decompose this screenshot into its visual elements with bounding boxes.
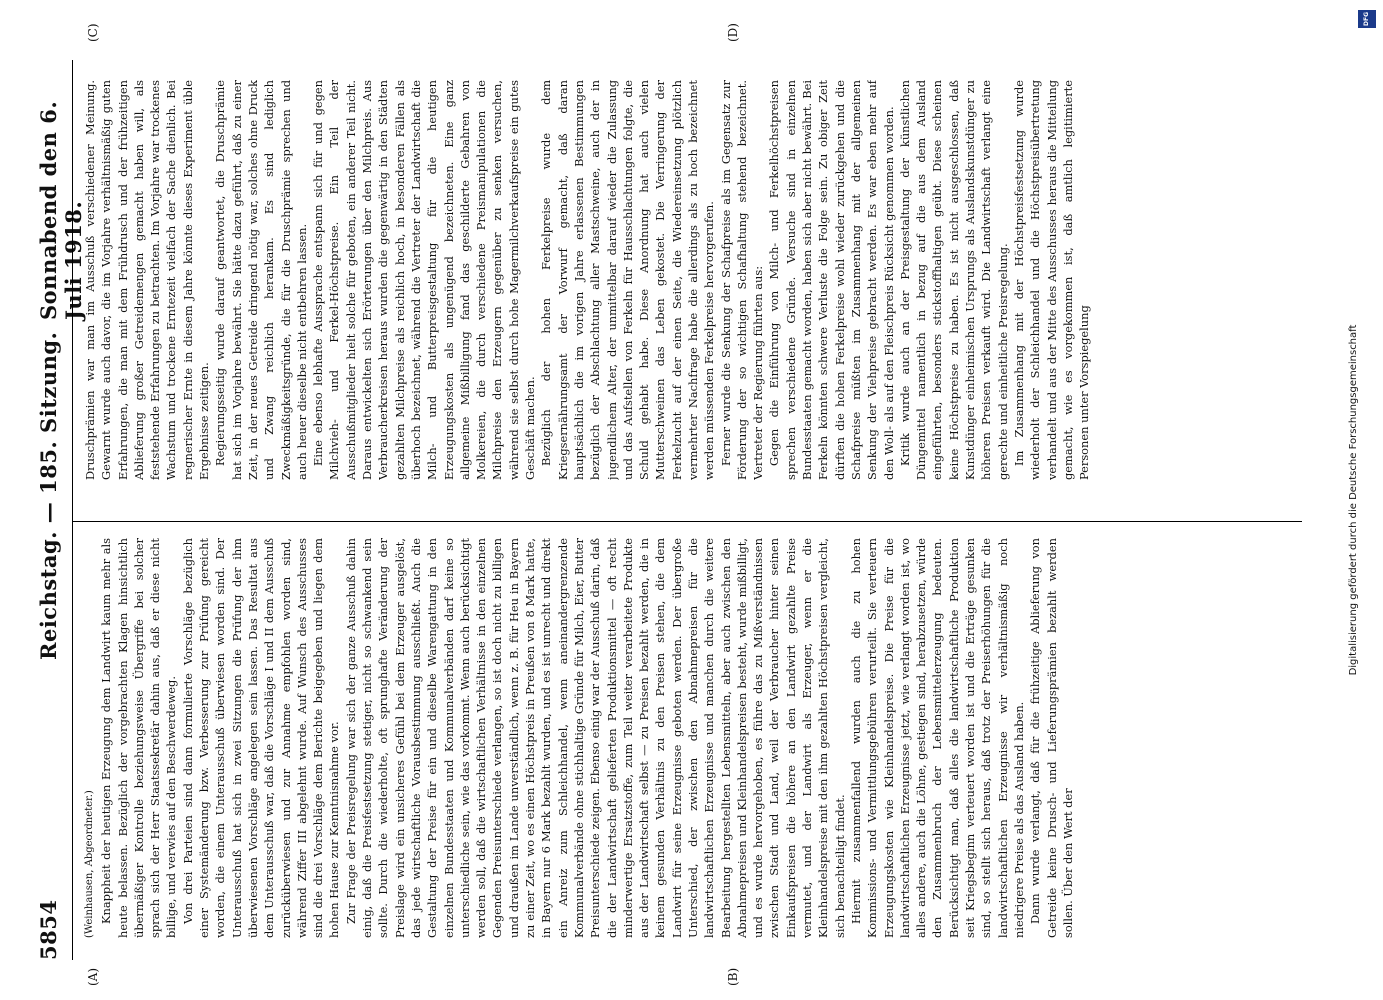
paragraph: Druschprämien war man im Ausschuß verschiedener Meinung. Gewarnt wurde auch davor, die im Vorjahre verhältnismäßig guten Erfahrungen, die man mit dem Frühdrusch und der frühzeitigen Ablieferung großer Getreidemengen gemacht haben will, als feststehende Erfahrungen zu betrachten. Im Vorjahre war trockenes Wachstum und trockene Erntezeit vielfach der Sache dienlich. Bei regnerischer Ernte in diesem Jahre könnte dieses Experiment üble Ergebnisse zeitigen. <box>83 80 212 480</box>
paragraph: Kritik wurde auch an der Preisgestaltung der künstlichen Düngemittel namentlich in bezug auf die aus dem Ausland eingeführten, besonders stickstoffhaltigen geübt. Diese scheinen keine Höchstpreise zu haben. Es ist nicht ausgeschlossen, daß Kunstdünger einheimischen Ursprungs als Auslandskunstdünger zu höheren Preisen verkauft wird. Die Landwirtschaft verlangt eine gerechte und einheitliche Preisregelung. <box>897 80 1010 480</box>
left-column <box>82 538 1307 938</box>
page-number: 5854 <box>36 899 61 960</box>
paragraph: Ferner wurde die Senkung der Schafpreise als im Gegensatz zur Förderung der so wichtigen Schafhaltung stehend bezeichnet. Vertreter der Regierung führten aus: <box>718 80 766 480</box>
margin-mark-a: (A) <box>86 967 100 986</box>
header-rule <box>72 60 73 960</box>
margin-mark-d: (D) <box>726 23 740 42</box>
margin-mark-c: (C) <box>86 23 100 42</box>
page-title: Reichstag. — 185. Sitzung. <box>36 331 61 660</box>
paragraph: Im Zusammenhang mit der Höchstpreisfestsetzung wurde wiederholt der Schleichhandel und die Höchstpreisübertretung verhandelt und aus der Mitte des Ausschusses heraus die Mitteilung gemacht, wie es vorgekommen ist, daß amtlich legitimierte Personen unter Vorspiegelung <box>1011 80 1092 480</box>
paragraph: Eine ebenso lebhafte Aussprache entspann sich für und gegen Milchvieh- und Ferkel-Höchstpreise. Ein Teil der Ausschußmitglieder hielt solche für geboten, ein anderer Teil nicht. Daraus entwickelten sich Erörterungen über den Milchpreis. Aus Verbraucherkreisen heraus wurden die gegenwärtig in den Städten gezahlten Milchpreise als reichlich hoch, in besonderen Fällen als überhoch bezeichnet, während die Vertreter der Landwirtschaft die Milch- und Butterpreisgestaltung für die heutigen Erzeugungskosten als ungenügend bezeichneten. Eine ganz allgemeine Mißbilligung fand das geschilderte Gebahren von Molkereien, die durch verschiedene Preismanipulationen die Milchpreise den Erzeugern gegenüber zu senken versuchen, während sie selbst durch hohe Magermilchverkaufspreise ein gutes Geschäft machen. <box>311 80 538 480</box>
right-column <box>82 80 1307 480</box>
paragraph: Regierungsseitig wurde darauf geantwortet, die Druschprämie hat sich im Vorjahre bewährt. Sie hätte dazu geführt, daß zu einer Zeit, in der neues Getreide dringend nötig war, solches ohne Druck und Zwang reichlich herankam. Es sind lediglich Zweckmäßigkeitsgründe, die für die Druschprämie sprechen und auch heuer dieselbe nicht entbehren lassen. <box>213 80 309 480</box>
paragraph: Hiermit zusammenfallend wurden auch die zu hohen Kommissions- und Vermittlungsgebühren verurteilt. Sie verteuern Erzeugungskosten wie Kleinhandelspreise. Die Preise für die landwirtschaftlichen Erzeugnisse jetzt, wie verlangt worden ist, wo alles andere, auch die Löhne, gestiegen sind, herabzusetzen, würde den Zusammenbruch der Lebensmittelerzeugung bedeuten. Berücksichtigt man, daß alles die landwirtschaftliche Produktion seit Kriegsbeginn verteuert worden ist und die Erträge gesunken sind, so stellt sich heraus, daß trotz der Preiserhöhungen für die landwirtschaftlichen Erzeugnisse wir verhältnismäßig noch niedrigere Preise als das Ausland haben. <box>848 538 1026 938</box>
page-date: Sonnabend den 6. Juli 1918. <box>36 100 86 320</box>
column-divider <box>72 521 1302 522</box>
paragraph: Knappheit der heutigen Erzeugung dem Landwirt kaum mehr als heute belassen. Bezüglich der vorgebrachten Klagen hinsichtlich übermäßiger Kontrolle beziehungsweise Übergriffe bei solcher sprach sich der Herr Staatssekretär dahin aus, daß er diese nicht billige, und verwies auf den Beschwerdeweg. <box>99 538 179 938</box>
paragraph: Bezüglich der hohen Ferkelpreise wurde dem Kriegsernährungsamt der Vorwurf gemacht, daß daran hauptsächlich die im vorigen Jahre erlassenen Bestimmungen bezüglich der Abschlachtung aller Mastschweine, auch der in jugendlichem Alter, der unmittelbar darauf wieder die Zulassung und das Aufstellen von Ferkeln für Hausschlachtungen folgte, die Schuld gehabt habe. Diese Anordnung hat auch vielen Mutterschweinen das Leben gekostet. Die Verringerung der Ferkelzucht auf der einen Seite, die Wiedereinsetzung plötzlich vermehrter Nachfrage habe die allerdings als zu hoch bezeichnet werden müssenden Ferkelpreise hervorgerufen. <box>539 80 717 480</box>
paragraph: Dann wurde verlangt, daß für die frühzeitige Ablieferung von Getreide keine Drusch- und Lieferungsprämien bezahlt werden sollen. Über den Wert der <box>1028 538 1075 938</box>
speaker-attribution: (Weinhausen, Abgeordneter.) <box>84 790 95 938</box>
paragraph: Von drei Parteien sind dann formulierte Vorschläge bezüglich einer Systemänderung bzw. Verbesserung zur Prüfung gereicht worden, die einem Unterausschuß überwiesen worden sind. Der Unterausschuß hat sich in zwei Sitzungen die Prüfung der ihm überwiesenen Vorschläge angelegen sein lassen. Das Resultat aus dem Unterausschuß war, daß die Vorschläge I und II dem Ausschuß zurücküberwiesen und zur Annahme empfohlen worden sind, während Ziffer III abgelehnt wurde. Auf Wunsch des Ausschusses sind die drei Vorschläge dem Berichte beigegeben und liegen dem hohen Hause zur Kenntnisnahme vor. <box>180 538 342 938</box>
page-header <box>30 60 86 960</box>
dfg-logo-text: DFG <box>1363 12 1370 27</box>
paragraph: Gegen die Einführung von Milch- und Ferkelhöchstpreisen sprechen verschiedene Gründe. Versuche sind in einzelnen Bundesstaaten gemacht worden, haben sich aber nicht bewährt. Bei Ferkeln könnten schwere Verluste die Folge sein. Zu obiger Zeit dürften die hohen Ferkelpreise wohl wieder zurückgehen und die Schafpreise müßten im Zusammenhang mit der allgemeinen Senkung der Viehpreise gebracht werden. Es war eben mehr auf den Woll- als auf den Fleischpreis Rücksicht genommen worden. <box>767 80 896 480</box>
paragraph: Zur Frage der Preisregelung war sich der ganze Ausschuß dahin einig, daß die Preisfestsetzung stetiger, nicht so schwankend sein sollte. Durch die wiederholte, oft sprunghafte Veränderung der Preislage wird ein unsicheres Gefühl bei dem Erzeuger ausgelöst, das jede wirtschaftliche Vorausbestimmung ausschließt. Auch die Gestaltung der Preise für ein und dieselbe Warengattung in den einzelnen Bundesstaaten und Kommunalverbänden darf keine so unterschiedliche sein, wie das vorkommt. Wenn auch berücksichtigt werden soll, daß die wirtschaftlichen Verhältnisse in den einzelnen Gegenden Preisunterschiede verlangen, so ist doch nicht zu billigen und draußen im Lande unverständlich, wenn z. B. für Heu in Bayern zu einer Zeit, wo es einen Höchstpreis in Preußen von 8 Mark hatte, in Bayern nur 6 Mark bezahlt wurden, und es ist unrecht und direkt ein Anreiz zum Schleichhandel, wenn aneinandergrenzende Kommunalverbände ohne stichhaltige Gründe für Milch, Eier, Butter Preisunterschiede zeigen. Ebenso einig war der Ausschuß darin, daß die der Landwirtschaft gelieferten Produktionsmittel — oft recht minderwertige Ersatzstoffe, zum Teil weiter verarbeitete Produkte aus der Landwirtschaft selbst — zu Preisen bezahlt werden, die in keinem gesunden Verhältnis zu den Preisen stehen, die dem Landwirt für seine Erzeugnisse geboten werden. Der übergroße Unterschied, der zwischen den Abnahmepreisen für die landwirtschaftlichen Erzeugnisse und manchen durch die weitere Bearbeitung hergestellten Lebensmitteln, aber auch zwischen den Abnahmepreisen und Kleinhandelspreisen besteht, wurde mißbilligt, und es wurde hervorgehoben, es führe das zu Mißverständnissen zwischen Stadt und Land, weil der Verbraucher hinter seinen Einkaufspreisen die höhere an den Landwirt gezahlte Preise vermutet, und der Landwirt als Erzeuger, wenn er die Kleinhandelspreise mit den ihm gezahlten Höchstpreisen vergleicht, sich benachteiligt findet. <box>343 538 847 938</box>
digitization-note: Digitalisierung gefördert durch die Deutsche Forschungsgemeinschaft <box>1348 324 1359 676</box>
margin-mark-b: (B) <box>726 967 740 986</box>
dfg-logo <box>1358 10 1376 28</box>
